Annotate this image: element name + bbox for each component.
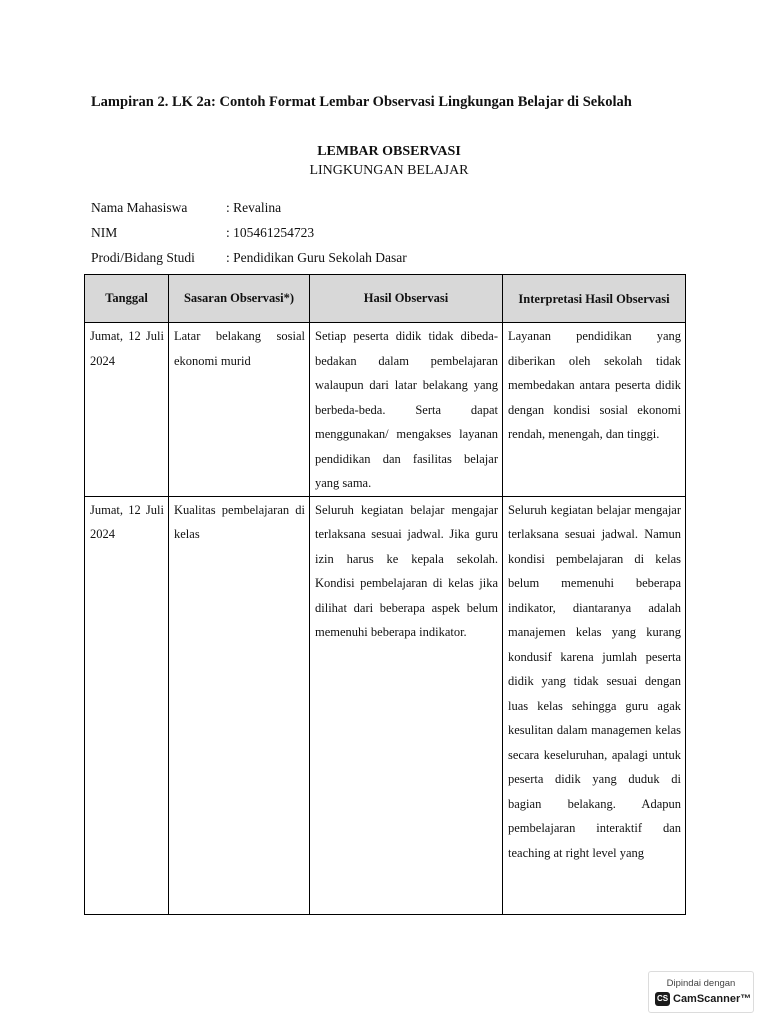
column-header-result: Hasil Observasi <box>310 275 503 323</box>
sheet-title: LEMBAR OBSERVASI <box>317 144 461 159</box>
column-header-date: Tanggal <box>85 275 169 323</box>
table-row <box>85 496 686 914</box>
column-header-interpretation: Interpretasi Hasil Observasi <box>503 275 686 323</box>
info-value: : Pendidikan Guru Sekolah Dasar <box>226 250 407 265</box>
watermark-caption: Dipindai dengan <box>666 978 736 989</box>
cell-result: Setiap peserta didik tidak dibeda-bedakan dalam pembelajaran walaupun dari latar belakang yang berbeda-beda. Serta dapat menggunakan/ mengakses layanan pendidikan dan fasilitas belajar yang sama. <box>310 323 503 497</box>
observation-table <box>84 274 686 915</box>
info-value: : Revalina <box>226 200 282 215</box>
table-header-row <box>85 275 686 323</box>
column-header-target: Sasaran Observasi*) <box>169 275 310 323</box>
info-value: : 105461254723 <box>226 225 315 240</box>
camscanner-logo-icon: CS <box>655 992 670 1006</box>
cell-date: Jumat, 12 Juli 2024 <box>85 496 169 914</box>
info-label: Nama Mahasiswa <box>91 200 188 215</box>
table-row <box>85 323 686 497</box>
cell-interpretation: Seluruh kegiatan belajar mengajar terlaksana sesuai jadwal. Namun kondisi pembelajaran di kelas belum memenuhi beberapa indikator, diantaranya adalah manajemen kelas yang kurang kondusif karena jumlah peserta didik yang tidak sesuai dengan luas kelas sehingga guru agak kesulitan dalam managemen kelas secara keseluruhan, apalagi untuk peserta didik yang duduk di bagian belakang. Adapun pembelajaran interaktif dan teaching at right level yang <box>503 496 686 914</box>
info-label: Prodi/Bidang Studi <box>91 250 195 265</box>
sheet-subtitle: LINGKUNGAN BELAJAR <box>309 163 469 178</box>
cell-result: Seluruh kegiatan belajar mengajar terlaksana sesuai jadwal. Jika guru izin harus ke kepala sekolah. Kondisi pembelajaran di kelas jika dilihat dari beberapa aspek belum memenuhi beberapa indikator. <box>310 496 503 914</box>
document-title: Lampiran 2. LK 2a: Contoh Format Lembar Observasi Lingkungan Belajar di Sekolah <box>91 94 632 110</box>
camscanner-watermark <box>648 971 754 1013</box>
cell-target: Latar belakang sosial ekonomi murid <box>169 323 310 497</box>
info-label: NIM <box>91 225 118 240</box>
cell-date: Jumat, 12 Juli 2024 <box>85 323 169 497</box>
cell-interpretation: Layanan pendidikan yang diberikan oleh sekolah tidak membedakan antara peserta didik dengan kondisi sosial ekonomi rendah, menengah, dan tinggi. <box>503 323 686 497</box>
cell-target: Kualitas pembelajaran di kelas <box>169 496 310 914</box>
watermark-brand: CamScanner™ <box>673 993 752 1005</box>
